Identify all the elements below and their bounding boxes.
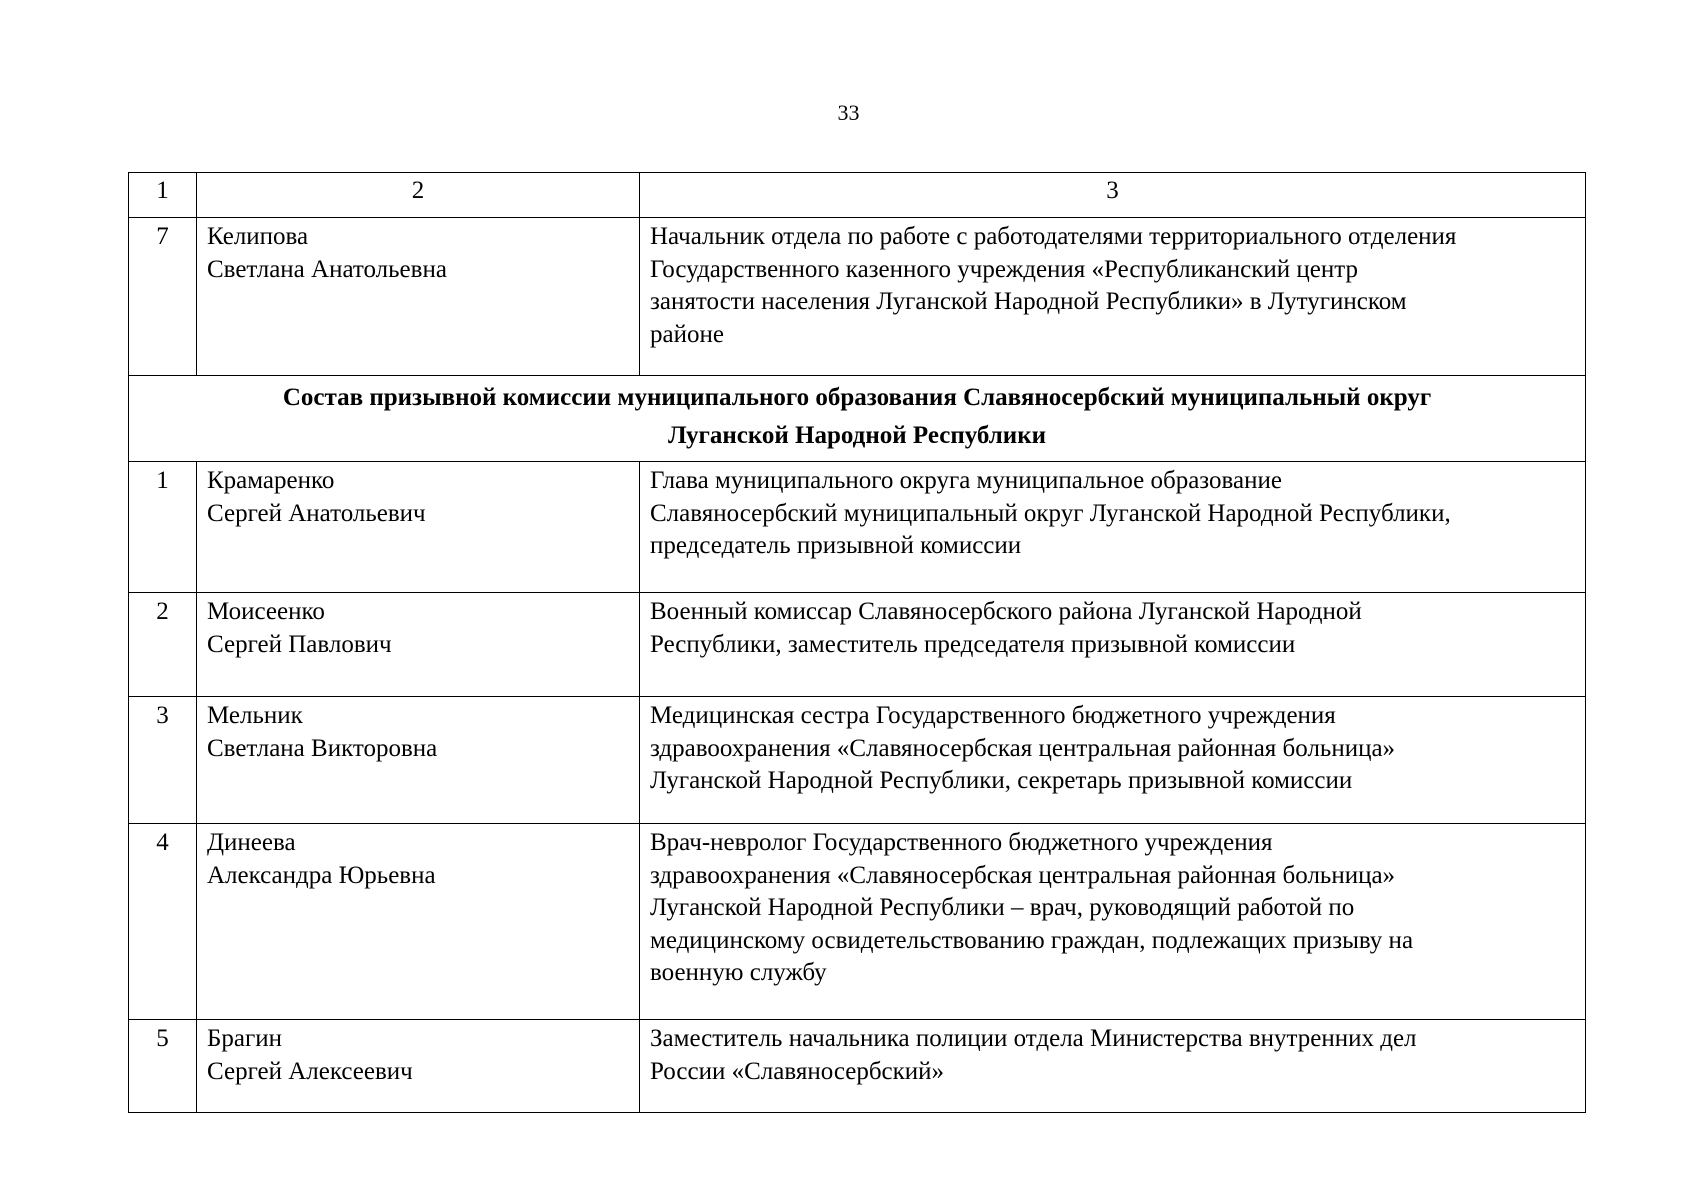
- position-line: Государственного казенного учреждения «Республиканский центр: [650, 255, 1359, 283]
- section-title-row: [129, 376, 1586, 462]
- given-name: Сергей Павлович: [207, 630, 392, 658]
- row-number: 7: [129, 218, 197, 376]
- position-line: районе: [650, 320, 724, 348]
- surname: Мельник: [207, 702, 303, 729]
- position-line: председатель призывной комиссии: [650, 532, 1022, 559]
- table-row: [129, 593, 1586, 697]
- member-position: [640, 218, 1586, 376]
- member-position: [640, 697, 1586, 824]
- header-col-2: 2: [197, 173, 640, 218]
- table-row: [129, 1020, 1586, 1113]
- row-number: 3: [129, 697, 197, 824]
- position-line: Заместитель начальника полиции отдела Министерства внутренних дел: [650, 1025, 1417, 1052]
- surname: Брагин: [207, 1025, 282, 1052]
- member-name: [197, 1020, 640, 1113]
- given-name: Сергей Анатольевич: [207, 499, 426, 527]
- surname: Крамаренко: [207, 467, 335, 494]
- given-name: Александра Юрьевна: [207, 861, 436, 889]
- position-line: занятости населения Луганской Народной Республики» в Лутугинском: [650, 288, 1407, 315]
- page-number: 33: [837, 100, 860, 125]
- header-col-1: 1: [129, 173, 197, 218]
- table-row: [129, 462, 1586, 593]
- member-position: [640, 1020, 1586, 1113]
- position-line: военную службу: [650, 959, 827, 986]
- table-row: [129, 824, 1586, 1020]
- given-name: Сергей Алексеевич: [207, 1057, 413, 1085]
- row-number: 2: [129, 593, 197, 697]
- commission-table: [128, 172, 1586, 1113]
- surname: Келипова: [207, 223, 309, 250]
- row-number: 4: [129, 824, 197, 1020]
- header-col-3: 3: [640, 173, 1586, 218]
- position-line: медицинскому освидетельствованию граждан, подлежащих призыву на: [650, 926, 1414, 954]
- section-title-line: Луганской Народной Республики: [667, 422, 1047, 449]
- position-line: Глава муниципального округа муниципальное образование: [650, 467, 1282, 494]
- member-name: [197, 462, 640, 593]
- member-position: [640, 462, 1586, 593]
- table-header-row: [129, 173, 1586, 218]
- given-name: Светлана Анатольевна: [207, 255, 447, 283]
- position-line: Военный комиссар Славяносербского района Луганской Народной: [650, 598, 1362, 625]
- position-line: Врач-невролог Государственного бюджетного учреждения: [650, 829, 1273, 856]
- section-title: [129, 376, 1586, 462]
- given-name: Светлана Викторовна: [207, 734, 438, 762]
- position-line: Луганской Народной Республики – врач, руководящий работой по: [650, 894, 1355, 921]
- position-line: Медицинская сестра Государственного бюджетного учреждения: [650, 702, 1336, 729]
- position-line: Луганской Народной Республики, секретарь призывной комиссии: [650, 767, 1353, 794]
- section-title-line: Состав призывной комиссии муниципального образования Славяносербский муниципальный округ: [282, 384, 1432, 411]
- member-name: [197, 824, 640, 1020]
- member-position: [640, 824, 1586, 1020]
- member-position: [640, 593, 1586, 697]
- member-name: [197, 593, 640, 697]
- table-row: [129, 697, 1586, 824]
- position-line: здравоохранения «Славяносербская центральная районная больница»: [650, 861, 1396, 889]
- member-name: [197, 218, 640, 376]
- row-number: 5: [129, 1020, 197, 1113]
- member-name: [197, 697, 640, 824]
- position-line: Славяносербский муниципальный округ Луганской Народной Республики,: [650, 499, 1451, 527]
- surname: Моисеенко: [207, 598, 325, 625]
- table-row: [129, 218, 1586, 376]
- surname: Динеева: [207, 829, 296, 856]
- position-line: Начальник отдела по работе с работодателями территориального отделения: [650, 223, 1457, 250]
- position-line: Республики, заместитель председателя призывной комиссии: [650, 630, 1296, 658]
- row-number: 1: [129, 462, 197, 593]
- position-line: России «Славяносербский»: [650, 1057, 945, 1085]
- position-line: здравоохранения «Славяносербская центральная районная больница»: [650, 734, 1396, 762]
